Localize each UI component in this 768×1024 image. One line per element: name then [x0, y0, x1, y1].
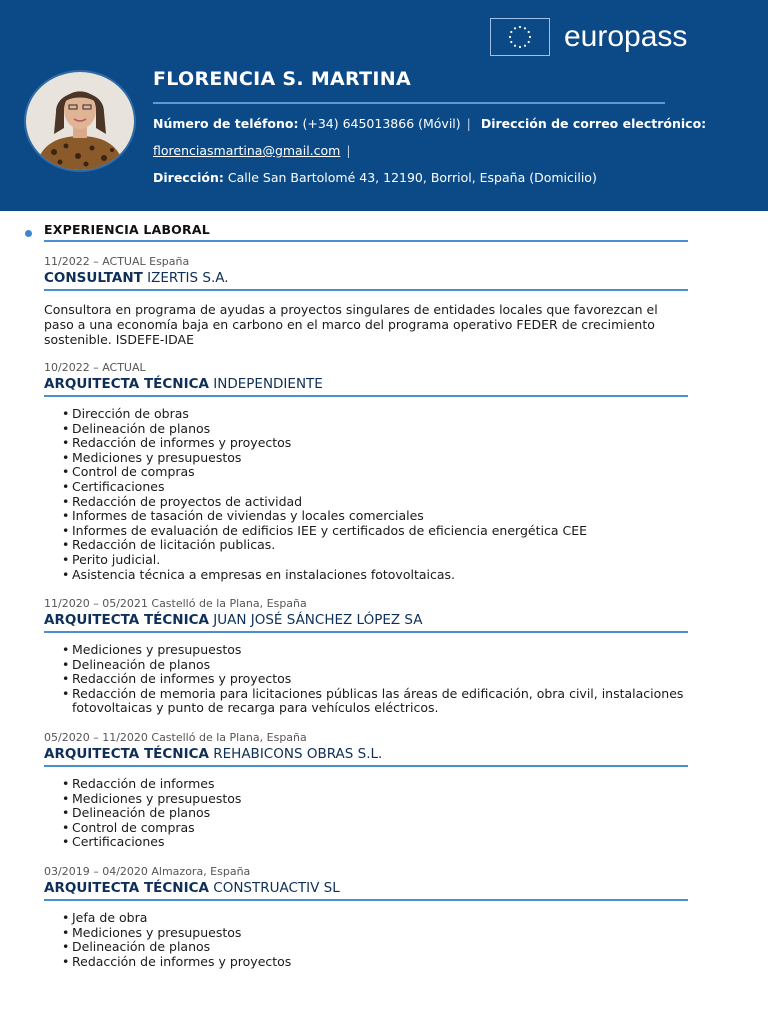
- list-item: • Mediciones y presupuestos: [44, 643, 688, 658]
- job-dates-location: 05/2020 – 11/2020 Castelló de la Plana, España: [44, 731, 307, 744]
- job-company: IZERTIS S.A.: [147, 270, 229, 286]
- job-role: ARQUITECTA TÉCNICA: [44, 880, 209, 896]
- contact-email-line: [153, 143, 357, 158]
- address-label: Dirección:: [153, 170, 224, 185]
- email-link[interactable]: florenciasmartina@gmail.com: [153, 143, 341, 158]
- list-item: • Dirección de obras: [44, 407, 688, 422]
- list-item: • Jefa de obra: [44, 911, 688, 926]
- job-title: [44, 269, 688, 287]
- list-item: • Informes de tasación de viviendas y locales comerciales: [44, 509, 688, 524]
- name-divider: [153, 102, 665, 104]
- job-divider: [44, 631, 688, 633]
- job-dates-location: 11/2022 – ACTUAL España: [44, 255, 190, 268]
- list-item: • Redacción de informes y proyectos: [44, 672, 688, 687]
- address-value: Calle San Bartolomé 43, 12190, Borriol, España (Domicilio): [227, 170, 597, 185]
- task-list: [44, 911, 688, 969]
- job-title: [44, 745, 688, 763]
- list-item: • Redacción de memoria para licitaciones públicas las áreas de edificación, obra civil, instalaciones fotovoltaicas y punto de recarga para vehículos eléctricos.: [44, 687, 688, 716]
- email-label: Dirección de correo electrónico:: [480, 116, 707, 131]
- job-role: ARQUITECTA TÉCNICA: [44, 746, 209, 762]
- list-item: • Mediciones y presupuestos: [44, 451, 688, 466]
- job-entry: [44, 597, 688, 716]
- list-item: • Delineación de planos: [44, 658, 688, 673]
- job-role: ARQUITECTA TÉCNICA: [44, 612, 209, 628]
- cv-header: [0, 0, 768, 211]
- list-item: • Certificaciones: [44, 480, 688, 495]
- job-divider: [44, 289, 688, 291]
- list-item: • Informes de evaluación de edificios IEE y certificados de eficiencia energética CEE: [44, 524, 688, 539]
- list-item: • Redacción de informes y proyectos: [44, 955, 688, 970]
- eu-flag-icon: [490, 18, 550, 56]
- list-item: • Control de compras: [44, 821, 688, 836]
- job-title: [44, 879, 688, 897]
- list-item: • Delineación de planos: [44, 940, 688, 955]
- contact-phone-line: [153, 116, 706, 131]
- job-entry: [44, 255, 688, 347]
- job-entry: [44, 361, 688, 582]
- job-company: CONSTRUACTIV SL: [213, 880, 340, 896]
- job-dates-location: 10/2022 – ACTUAL: [44, 361, 146, 374]
- job-title: [44, 375, 688, 393]
- list-item: • Delineación de planos: [44, 422, 688, 437]
- section-divider: [44, 240, 688, 242]
- list-item: • Perito judicial.: [44, 553, 688, 568]
- phone-label: Número de teléfono:: [153, 116, 299, 131]
- separator: |: [466, 116, 471, 131]
- profile-photo: [24, 70, 136, 172]
- job-role: CONSULTANT: [44, 270, 143, 286]
- section-bullet-icon: [25, 230, 32, 237]
- job-divider: [44, 899, 688, 901]
- phone-value[interactable]: (+34) 645013866 (Móvil): [302, 116, 461, 131]
- list-item: • Mediciones y presupuestos: [44, 926, 688, 941]
- list-item: • Redacción de licitación publicas.: [44, 538, 688, 553]
- job-company: INDEPENDIENTE: [213, 376, 323, 392]
- list-item: • Redacción de informes: [44, 777, 688, 792]
- list-item: • Redacción de informes y proyectos: [44, 436, 688, 451]
- list-item: • Certificaciones: [44, 835, 688, 850]
- job-entry: [44, 731, 688, 850]
- task-list: [44, 407, 688, 582]
- separator: |: [346, 143, 351, 158]
- contact-address-line: [153, 170, 597, 185]
- job-divider: [44, 395, 688, 397]
- job-description: Consultora en programa de ayudas a proyectos singulares de entidades locales que favorezcan el paso a una economía baja en carbono en el marco del programa operativo FEDER de crecimiento sostenible. ISDEFE-IDAE: [44, 302, 658, 347]
- job-dates-location: 03/2019 – 04/2020 Almazora, España: [44, 865, 251, 878]
- task-list: [44, 643, 688, 716]
- job-company: REHABICONS OBRAS S.L.: [213, 746, 383, 762]
- job-dates-location: 11/2020 – 05/2021 Castelló de la Plana, España: [44, 597, 307, 610]
- list-item: • Delineación de planos: [44, 806, 688, 821]
- job-title: [44, 611, 688, 629]
- job-entry: [44, 865, 688, 969]
- job-role: ARQUITECTA TÉCNICA: [44, 376, 209, 392]
- brand-name: europass: [564, 20, 688, 53]
- list-item: • Control de compras: [44, 465, 688, 480]
- task-list: [44, 777, 688, 850]
- list-item: • Redacción de proyectos de actividad: [44, 495, 688, 510]
- section-title: EXPERIENCIA LABORAL: [44, 222, 210, 237]
- list-item: • Asistencia técnica a empresas en instalaciones fotovoltaicas.: [44, 568, 688, 583]
- list-item: • Mediciones y presupuestos: [44, 792, 688, 807]
- job-divider: [44, 765, 688, 767]
- job-company: JUAN JOSÉ SÁNCHEZ LÓPEZ SA: [213, 612, 423, 628]
- candidate-name: FLORENCIA S. MARTINA: [153, 68, 411, 90]
